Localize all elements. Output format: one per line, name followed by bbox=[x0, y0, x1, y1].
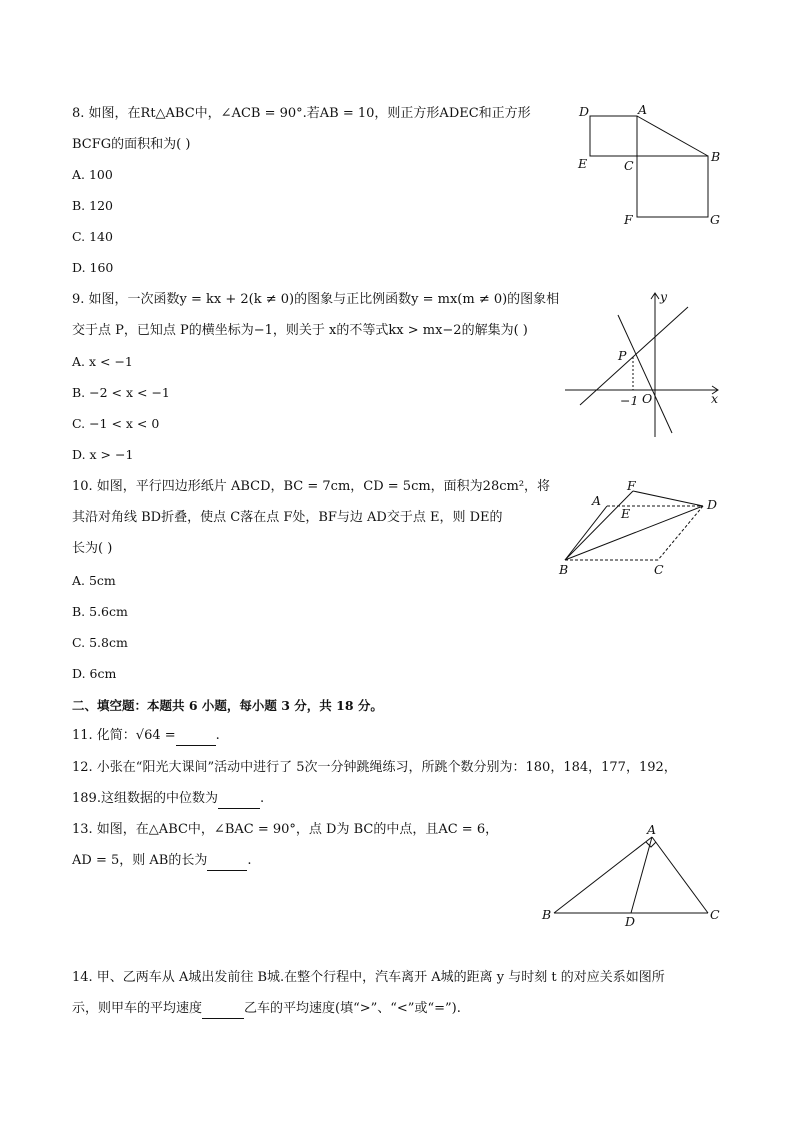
q11-end: . bbox=[215, 728, 220, 743]
q13-stem-line1: 13. 如图，在△ABC中，∠BAC = 90°，点 D为 BC的中点，且AC = 6， bbox=[72, 822, 499, 837]
q10-option-b: B. 5.6cm bbox=[72, 604, 128, 619]
q11-stem bbox=[72, 727, 220, 746]
q10-option-d: D. 6cm bbox=[72, 666, 117, 681]
q8-label-b: B bbox=[711, 149, 721, 164]
q10-stem-line2: 其沿对角线 BD折叠，使点 C落在点 F处，BF与边 AD交于点 E，则 DE的 bbox=[72, 510, 503, 525]
q9-figure bbox=[560, 285, 730, 445]
q8-option-b: B. 120 bbox=[72, 198, 113, 213]
q9-label-y: y bbox=[660, 289, 668, 304]
q10-label-c: C bbox=[654, 562, 664, 577]
q12-end: . bbox=[259, 791, 265, 806]
square-bcfg bbox=[637, 156, 708, 217]
q9-label-o: O bbox=[642, 391, 653, 406]
q10-option-a: A. 5cm bbox=[72, 573, 116, 588]
right-angle-mark bbox=[646, 842, 656, 847]
q8-label-a: A bbox=[638, 102, 648, 117]
q13-stem-line2 bbox=[72, 852, 251, 871]
q9-option-d: D. x > −1 bbox=[72, 447, 134, 462]
q10-figure bbox=[555, 478, 735, 578]
square-adec bbox=[590, 116, 637, 156]
q14-text-a: 示，则甲车的平均速度 bbox=[72, 1001, 203, 1016]
q8-option-a: A. 100 bbox=[72, 167, 113, 182]
q8-label-e: E bbox=[578, 156, 588, 171]
section-fill-in-blank-heading: 二、填空题：本题共 6 小题，每小题 3 分，共 18 分。 bbox=[72, 698, 383, 713]
q8-stem-line1: 8. 如图，在Rt△ABC中，∠ACB = 90°.若AB = 10，则正方形ADEC和正方形 bbox=[72, 106, 531, 121]
q11-text: 11. 化简：√64 = bbox=[72, 728, 176, 743]
q10-label-b: B bbox=[559, 562, 569, 577]
q9-label-p: P bbox=[618, 348, 627, 363]
q8-label-c: C bbox=[624, 158, 634, 173]
q10-label-a: A bbox=[592, 493, 602, 508]
q8-option-d: D. 160 bbox=[72, 260, 114, 275]
q12-stem-line1: 12. 小张在“阳光大课间”活动中进行了 5次一分钟跳绳练习，所跳个数分别为：180，184，177，192， bbox=[72, 760, 677, 775]
q9-label-neg1: −1 bbox=[620, 393, 639, 408]
q14-text-b: 乙车的平均速度(填“>”、“<”或“=”). bbox=[244, 1001, 461, 1016]
q8-label-d: D bbox=[579, 104, 590, 119]
q8-label-g: G bbox=[710, 212, 720, 227]
q10-stem-line1: 10. 如图，平行四边形纸片 ABCD，BC = 7cm，CD = 5cm，面积为28cm²，将 bbox=[72, 479, 551, 494]
q9-option-a: A. x < −1 bbox=[72, 354, 133, 369]
q13-label-c: C bbox=[710, 907, 720, 922]
q13-end: . bbox=[247, 853, 252, 868]
q9-stem-line1: 9. 如图，一次函数y = kx + 2(k ≠ 0)的图象与正比例函数y = mx(m ≠ 0)的图象相 bbox=[72, 292, 560, 307]
q13-label-b: B bbox=[542, 907, 552, 922]
q10-option-c: C. 5.8cm bbox=[72, 635, 128, 650]
q13-label-d: D bbox=[625, 914, 636, 929]
q10-stem-line3: 长为( ) bbox=[72, 541, 113, 556]
q8-option-c: C. 140 bbox=[72, 229, 113, 244]
q9-option-c: C. −1 < x < 0 bbox=[72, 416, 160, 431]
q12-stem-line2 bbox=[72, 790, 264, 809]
q14-stem-line2 bbox=[72, 1000, 461, 1019]
q13-answer-blank[interactable] bbox=[207, 852, 247, 871]
q9-option-b: B. −2 < x < −1 bbox=[72, 385, 170, 400]
q10-label-e: E bbox=[621, 506, 631, 521]
line-y-kx-plus-2 bbox=[618, 315, 672, 433]
q12-text: 189.这组数据的中位数为 bbox=[72, 791, 218, 806]
q13-label-a: A bbox=[647, 822, 657, 837]
median-ad bbox=[631, 837, 652, 913]
q14-stem-line1: 14. 甲、乙两车从 A城出发前往 B城.在整个行程中，汽车离开 A城的距离 y 与时刻 t 的对应关系如图所 bbox=[72, 970, 665, 985]
q13-figure bbox=[540, 820, 730, 930]
q10-label-d: D bbox=[707, 497, 718, 512]
q14-answer-blank[interactable] bbox=[202, 1000, 244, 1019]
q8-stem-line2: BCFG的面积和为( ) bbox=[72, 137, 191, 152]
q10-label-f: F bbox=[627, 478, 636, 493]
q12-answer-blank[interactable] bbox=[218, 790, 260, 809]
q8-label-f: F bbox=[624, 212, 633, 227]
q9-label-x: x bbox=[711, 391, 719, 406]
q9-stem-line2: 交于点 P，已知点 P的横坐标为−1，则关于 x的不等式kx > mx−2的解集为( ) bbox=[72, 323, 528, 338]
q11-answer-blank[interactable] bbox=[176, 727, 216, 746]
q8-figure bbox=[570, 100, 730, 230]
q13-text: AD = 5，则 AB的长为 bbox=[72, 853, 208, 868]
